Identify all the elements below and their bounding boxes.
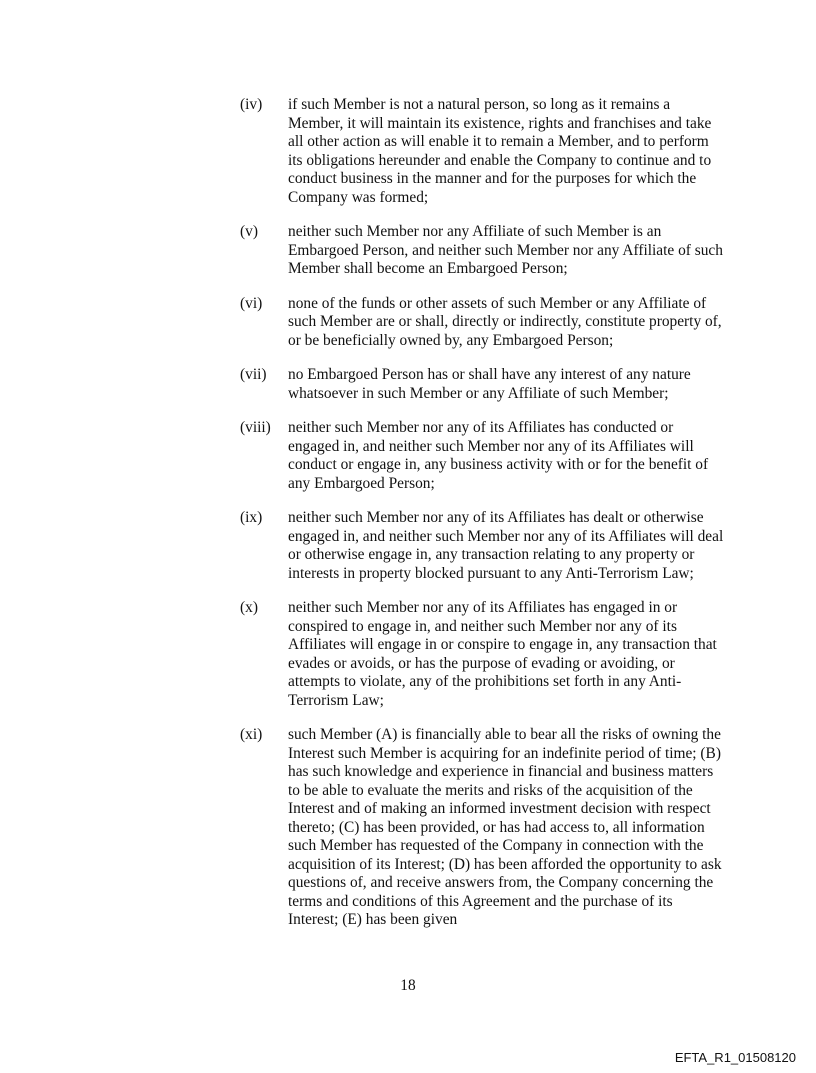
clause-list	[240, 96, 724, 946]
clause-text: none of the funds or other assets of such Member or any Affiliate of such Member are or shall, directly or indirectly, constitute property of, or be beneficially owned by, any Embargoed Person;	[288, 294, 722, 349]
clause-number: (vii)	[240, 366, 267, 383]
clause-text: such Member (A) is financially able to bear all the risks of owning the Interest such Member is acquiring for an indefinite period of time; (B) has such knowledge and experience in financial and business matters to be able to evaluate the merits and risks of the acquisition of the Interest and of making an informed investment decision with respect thereto; (C) has been provided, or has had access to, all information such Member has requested of the Company in connection with the acquisition of its Interest; (D) has been afforded the opportunity to ask questions of, and receive answers from, the Company concerning the terms and conditions of this Agreement and the purchase of its Interest; (E) has been given	[288, 726, 722, 928]
clause-number: (xi)	[240, 726, 263, 743]
document-id: EFTA_R1_01508120	[674, 1050, 796, 1065]
clause-number: (iv)	[240, 96, 263, 113]
clause-iv	[240, 96, 724, 207]
clause-vii	[240, 366, 724, 403]
clause-text: neither such Member nor any of its Affiliates has conducted or engaged in, and neither such Member nor any of its Affiliates will conduct or engage in, any business activity with or for the benefit of any Embargoed Person;	[288, 419, 709, 492]
clause-vi	[240, 295, 724, 351]
clause-v	[240, 223, 724, 279]
clause-xi	[240, 726, 724, 930]
clause-text: if such Member is not a natural person, so long as it remains a Member, it will maintain its existence, rights and franchises and take all other action as will enable it to remain a Member, and to perform its obligations hereunder and enable the Company to continue and to conduct business in the manner and for the purposes for which the Company was formed;	[288, 96, 712, 206]
page-number: 18	[400, 977, 416, 994]
clause-text: neither such Member nor any of its Affiliates has dealt or otherwise engaged in, and neither such Member nor any of its Affiliates will deal or otherwise engage in, any transaction relating to any property or interests in property blocked pursuant to any Anti-Terrorism Law;	[288, 509, 724, 582]
clause-number: (v)	[240, 223, 258, 240]
clause-text: no Embargoed Person has or shall have any interest of any nature whatsoever in such Member or any Affiliate of such Member;	[288, 366, 691, 402]
clause-viii	[240, 419, 724, 493]
clause-x	[240, 599, 724, 710]
clause-ix	[240, 509, 724, 583]
clause-number: (ix)	[240, 509, 263, 526]
clause-number: (vi)	[240, 294, 263, 312]
clause-text: neither such Member nor any Affiliate of such Member is an Embargoed Person, and neither such Member nor any Affiliate of such Member shall become an Embargoed Person;	[288, 223, 723, 277]
clause-number: (viii)	[240, 419, 271, 436]
clause-text: neither such Member nor any of its Affiliates has engaged in or conspired to engage in, and neither such Member nor any of its Affiliates will engage in or conspire to engage in, any transaction that evades or avoids, or has the purpose of evading or avoiding, or attempts to violate, any of the prohibitions set forth in any Anti-Terrorism Law;	[288, 599, 717, 709]
clause-number: (x)	[240, 599, 258, 616]
